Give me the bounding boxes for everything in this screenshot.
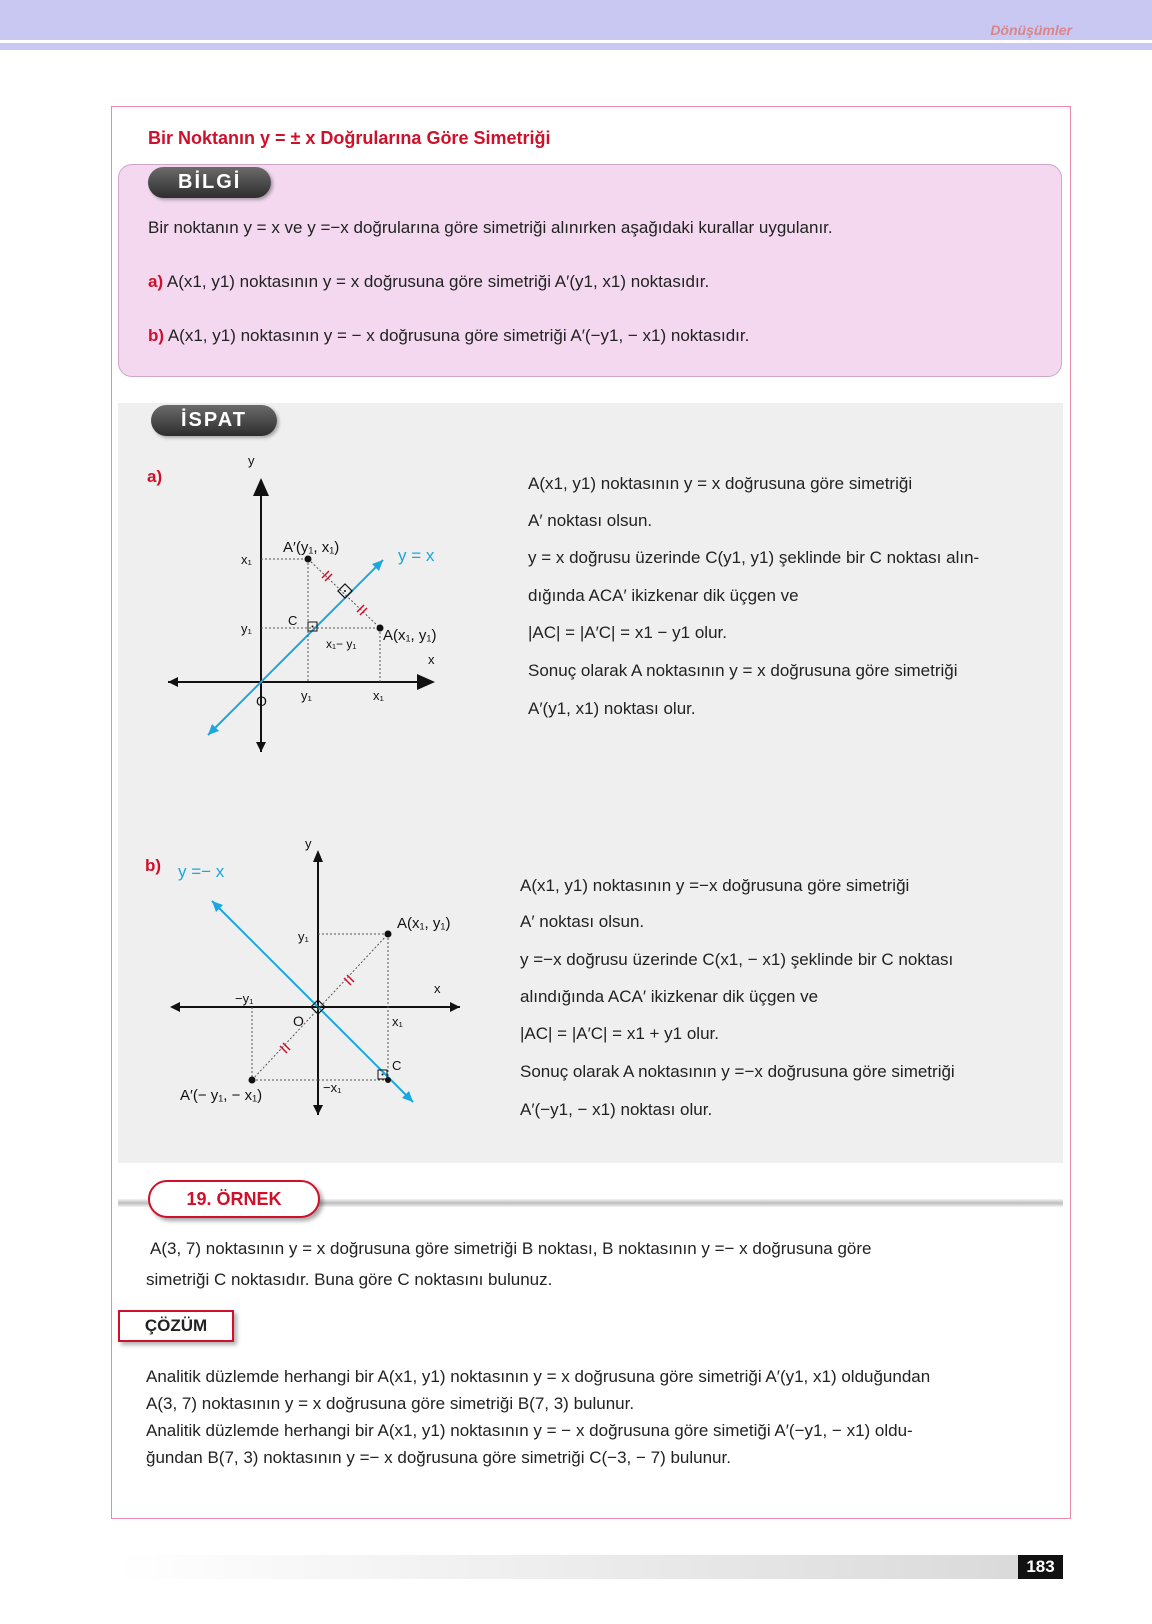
page-number: 183 [1018,1555,1063,1579]
footer-bar [118,1555,1063,1579]
cozum-line-4: ğundan B(7, 3) noktasının y =− x doğrusuna göre simetriği C(−3, − 7) bulunur. [146,1448,731,1467]
proof-a-line-5: |AC| = |A′C| = x1 − y1 olur. [528,623,727,642]
ornek-question-line-2: simetriği C noktasıdır. Buna göre C noktasını bulunuz. [146,1270,553,1289]
tick-x1-x-a: x₁ [373,688,384,703]
tick-y1-x-a: y₁ [301,688,312,703]
point-c-label-b: C [392,1058,402,1073]
cozum-tag: ÇÖZÜM [118,1310,234,1342]
tick-neg-y1-b: −y₁ [235,991,254,1006]
point-a-label-a: A(x₁, y₁) [383,627,437,644]
tick-y1-b: y₁ [298,929,309,944]
origin-b: O [293,1013,304,1029]
point-a-prime-label-a: A′(y₁, x₁) [283,539,340,556]
bilgi-rule-b [148,326,749,346]
header-band [0,0,1152,40]
point-a-prime-label-b: A′(− y₁, − x₁) [180,1087,263,1104]
point-a-prime-a [305,556,312,563]
proof-a-line-4: dığında ACA′ ikizkenar dik üçgen ve [528,586,799,605]
chapter-title: Dönüşümler [990,22,1072,38]
axis-y-label-a: y [248,453,255,468]
proof-a-label: a) [147,467,163,486]
ispat-tag: İSPAT [151,405,277,436]
proof-b-line-4: alındığında ACA′ ikizkenar dik üçgen ve [520,987,819,1006]
rule-b-label: b) [148,326,165,345]
ornek-tag: 19. ÖRNEK [148,1180,320,1218]
tick-x1-b: x₁ [392,1014,403,1029]
tick-neg-x1-b: −x₁ [323,1080,342,1095]
proof-a-line-1: A(x1, y1) noktasının y = x doğrusuna göre simetriği [528,474,913,493]
tick-x1-y-a: x₁ [241,552,252,567]
point-a-b [385,931,392,938]
proof-b-line-3: y =−x doğrusu üzerinde C(x1, − x1) şeklinde bir C noktası [520,950,954,969]
cozum-line-1: Analitik düzlemde herhangi bir A(x1, y1) noktasının y = x doğrusuna göre simetriği A′(y1, x1) olduğundan [146,1367,931,1386]
figure-b [170,836,480,1120]
section-title: Bir Noktanın y = ± x Doğrularına Göre Simetriği [148,128,551,148]
bilgi-intro: Bir noktanın y = x ve y =−x doğrularına göre simetriği alınırken aşağıdaki kurallar uygulanır. [148,218,833,237]
point-c-b [385,1077,391,1083]
axis-y-label-b: y [305,836,312,851]
proof-b-line-1: A(x1, y1) noktasının y =−x doğrusuna göre simetriği [520,876,910,895]
cozum-line-2: A(3, 7) noktasının y = x doğrusuna göre simetriği B(7, 3) bulunur. [146,1394,635,1413]
axis-x-label-a: x [428,652,435,667]
header-stripe [0,43,1152,50]
rule-b-text: A(x1, y1) noktasının y = − x doğrusuna göre simetriği A′(−y1, − x1) noktasıdır. [167,326,750,345]
figure-a [168,453,458,762]
cozum-line-3: Analitik düzlemde herhangi bir A(x1, y1) noktasının y = − x doğrusuna göre simetiği A′(−y1, − x1) oldu- [146,1421,913,1440]
axis-x-label-b: x [434,981,441,996]
rule-a-text: A(x1, y1) noktasının y = x doğrusuna göre simetriği A′(y1, x1) noktasıdır. [166,272,710,291]
line-y-eq-x [208,560,383,735]
bilgi-rule-a [148,272,709,292]
diff-label-a: x₁− y₁ [326,637,357,651]
proof-a-line-2: A′ noktası olsun. [528,511,653,530]
proof-b-line-7: A′(−y1, − x1) noktası olur. [520,1100,713,1119]
proof-b-line-5: |AC| = |A′C| = x1 + y1 olur. [520,1024,719,1043]
proof-b-line-2: A′ noktası olsun. [520,912,645,931]
line-label-a: y = x [398,546,435,565]
proof-b-line-6: Sonuç olarak A noktasının y =−x doğrusuna göre simetriği [520,1062,955,1081]
rule-a-label: a) [148,272,164,291]
bilgi-tag: BİLGİ [148,167,271,198]
origin-a: O [256,693,267,709]
proof-a-line-6: Sonuç olarak A noktasının y = x doğrusuna göre simetriği [528,661,958,680]
line-label-b: y =− x [178,862,225,881]
ornek-question-line-1: A(3, 7) noktasının y = x doğrusuna göre simetriği B noktası, B noktasının y =− x doğrusuna göre [150,1239,872,1258]
proof-b-label: b) [145,856,162,875]
tick-y1-y-a: y₁ [241,621,252,636]
point-c-label-a: C [288,613,298,628]
proof-a-line-3: y = x doğrusu üzerinde C(y1, y1) şeklinde bir C noktası alın- [528,548,980,567]
proof-a-line-7: A′(y1, x1) noktası olur. [528,699,696,718]
point-a-prime-b [249,1077,256,1084]
point-a-label-b: A(x₁, y₁) [397,915,451,932]
